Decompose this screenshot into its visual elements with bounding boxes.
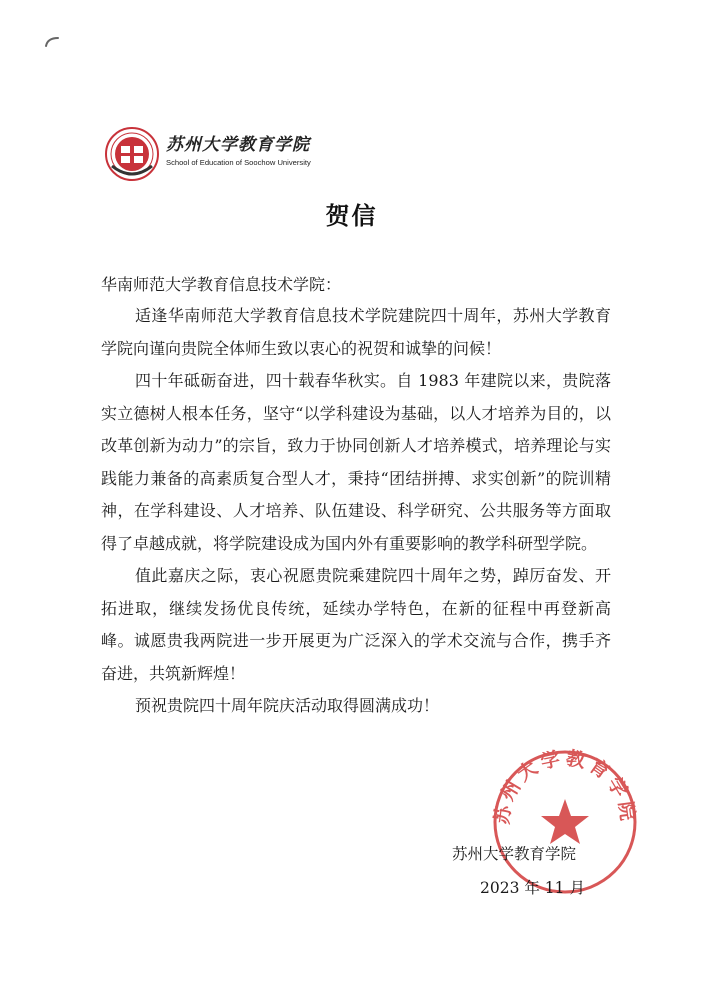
school-seal-logo-icon (104, 126, 160, 182)
scan-mark-icon (44, 36, 60, 48)
school-name-en: School of Education of Soochow University (166, 158, 311, 167)
paragraph-2: 四十年砥砺奋进，四十载春华秋实。自 1983 年建院以来，贵院落实立德树人根本任务，坚守“以学科建设为基础，以人才培养为目的，以改革创新为动力”的宗旨，致力于协同创新人才培养模式，培养理论与实践能力兼备的高素质复合型人才，秉持“团结拼搏、求实创新”的院训精神，在学科建设、人才培养、队伍建设、科学研究、公共服务等方面取得了卓越成就，将学院建设成为国内外有重要影响的教学科研型学院。 (101, 371, 611, 553)
svg-text:苏州大学教育学院: 苏州大学教育学院 (491, 747, 639, 826)
school-name-cn: 苏州大学教育学院 (166, 135, 310, 155)
paragraph-4: 预祝贵院四十周年院庆活动取得圆满成功！ (135, 696, 440, 715)
letter-title: 贺信 (325, 202, 378, 230)
letter-salutation: 华南师范大学教育信息技术学院： (101, 275, 342, 294)
official-seal-stamp (490, 747, 640, 897)
paragraph-3: 值此嘉庆之际，衷心祝愿贵院乘建院四十周年之势，踔厉奋发、开拓进取，继续发扬优良传统，延续办学特色，在新的征程中再登新高峰。诚愿贵我两院进一步开展更为广泛深入的学术交流与合作，携手齐奋进，共筑新辉煌！ (101, 566, 611, 683)
signature-organization: 苏州大学教育学院 (452, 845, 577, 863)
letterhead (104, 126, 364, 184)
paragraph-1: 适逢华南师范大学教育信息技术学院建院四十周年，苏州大学教育学院向谨向贵院全体师生致以衷心的祝贺和诚挚的问候！ (101, 306, 611, 358)
letter-body (101, 300, 611, 723)
signature-date: 2023 年 11 月 (480, 879, 585, 897)
